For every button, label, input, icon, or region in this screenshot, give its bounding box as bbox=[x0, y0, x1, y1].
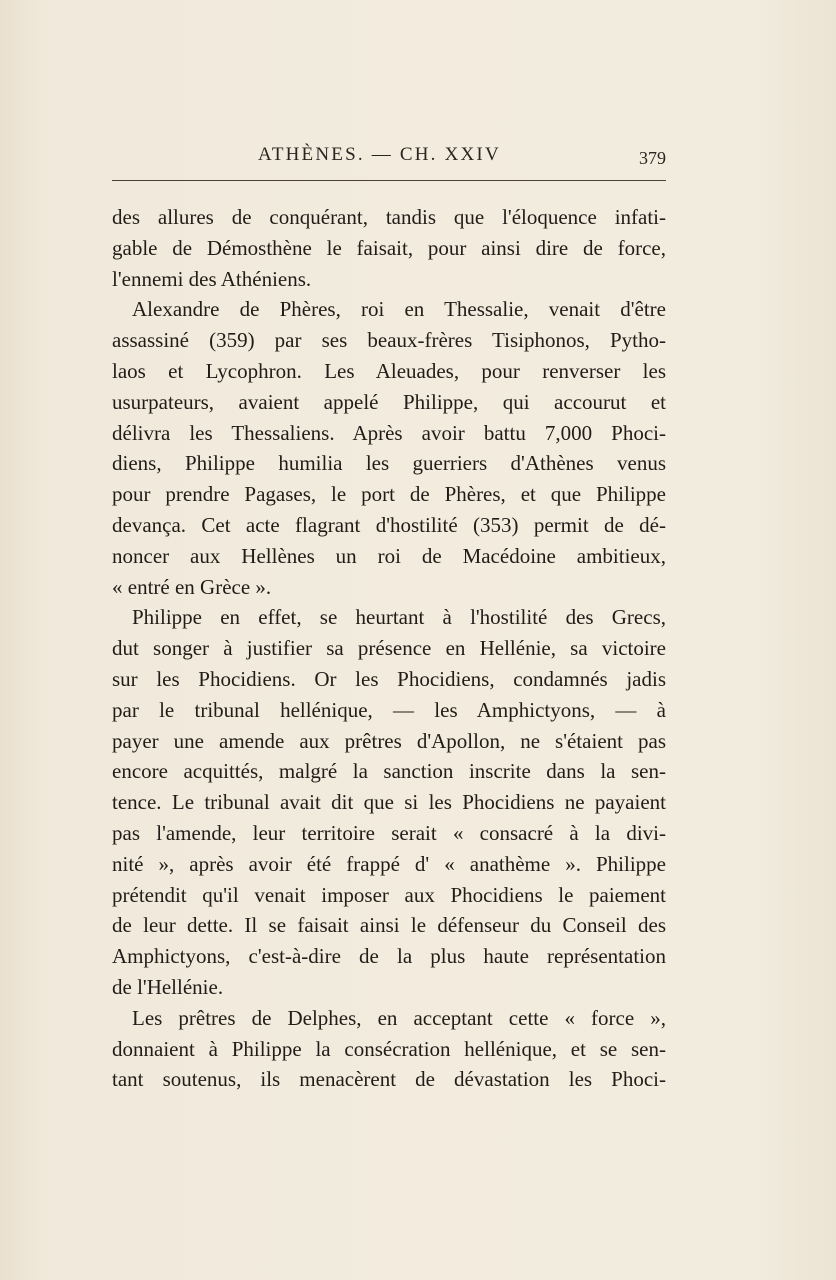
text-line: tant soutenus, ils menacèrent de dévastation les Phoci- bbox=[112, 1067, 666, 1092]
text-line: pour prendre Pagases, le port de Phères, et que Philippe bbox=[112, 482, 666, 507]
running-head: ATHÈNES. — CH. XXIV bbox=[258, 144, 501, 165]
text-line: des allures de conquérant, tandis que l'éloquence infati- bbox=[112, 205, 666, 229]
paragraph-1 bbox=[112, 202, 666, 294]
text-line: noncer aux Hellènes un roi de Macédoine ambitieux, bbox=[112, 543, 666, 568]
text-line: sur les Phocidiens. Or les Phocidiens, condamnés jadis bbox=[112, 666, 666, 691]
text-line: assassiné (359) par ses beaux-frères Tisiphonos, Pytho- bbox=[112, 328, 666, 353]
text-line: Philippe en effet, se heurtant à l'hostilité des Grecs, bbox=[132, 605, 666, 630]
text-line: devança. Cet acte flagrant d'hostilité (353) permit de dé- bbox=[112, 512, 666, 537]
paragraph-4 bbox=[112, 1003, 666, 1095]
paragraph-2 bbox=[112, 294, 666, 602]
text-line: par le tribunal hellénique, — les Amphictyons, — à bbox=[112, 697, 666, 722]
text-line: Alexandre de Phères, roi en Thessalie, venait d'être bbox=[132, 297, 666, 322]
text-line: prétendit qu'il venait imposer aux Phocidiens le paiement bbox=[112, 882, 666, 907]
text-line: gable de Démosthène le faisait, pour ainsi dire de force, bbox=[112, 235, 666, 260]
text-line: tence. Le tribunal avait dit que si les Phocidiens ne payaient bbox=[112, 790, 666, 815]
text-line: dut songer à justifier sa présence en Hellénie, sa victoire bbox=[112, 636, 666, 661]
text-line: l'ennemi des Athéniens. bbox=[112, 266, 312, 291]
paragraph-3 bbox=[112, 602, 666, 1002]
text-line: délivra les Thessaliens. Après avoir battu 7,000 Phoci- bbox=[112, 420, 666, 445]
text-line: usurpateurs, avaient appelé Philippe, qui accourut et bbox=[112, 389, 666, 414]
body-text bbox=[112, 202, 666, 1095]
text-line: « entré en Grèce ». bbox=[112, 574, 272, 599]
text-line: laos et Lycophron. Les Aleuades, pour renverser les bbox=[112, 358, 666, 383]
text-line: pas l'amende, leur territoire serait « consacré à la divi- bbox=[112, 820, 666, 845]
text-line: donnaient à Philippe la consécration hellénique, et se sen- bbox=[112, 1036, 666, 1061]
page-number: 379 bbox=[639, 148, 666, 168]
text-line: diens, Philippe humilia les guerriers d'Athènes venus bbox=[112, 451, 666, 476]
text-line: payer une amende aux prêtres d'Apollon, ne s'étaient pas bbox=[112, 728, 666, 753]
text-line: encore acquittés, malgré la sanction inscrite dans la sen- bbox=[112, 759, 666, 784]
text-line: nité », après avoir été frappé d' « anathème ». Philippe bbox=[112, 851, 666, 876]
text-line: de leur dette. Il se faisait ainsi le défenseur du Conseil des bbox=[112, 913, 666, 938]
text-line: de l'Hellénie. bbox=[112, 974, 224, 999]
text-line: Les prêtres de Delphes, en acceptant cette « force », bbox=[132, 1005, 666, 1030]
text-line: Amphictyons, c'est-à-dire de la plus haute représentation bbox=[112, 944, 666, 969]
page-header bbox=[112, 140, 666, 181]
